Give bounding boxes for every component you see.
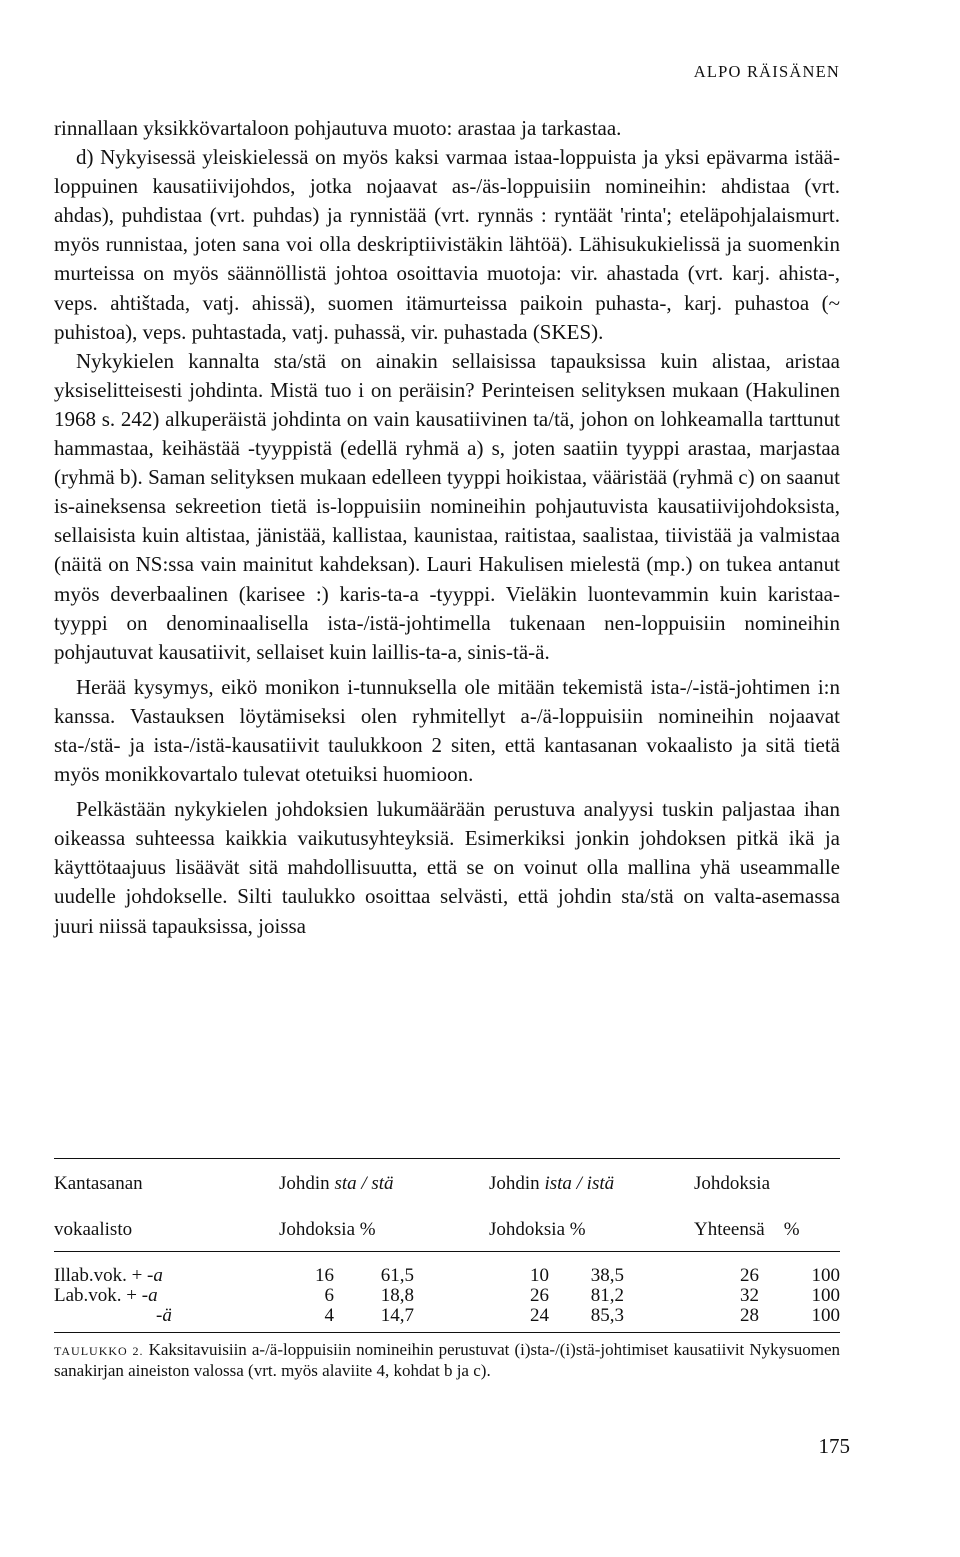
caption-label: TAULUKKO 2.	[54, 1344, 144, 1358]
header-cell: Johdoksia %	[279, 1219, 376, 1240]
paragraph-2: d) Nykyisessä yleiskielessä on myös kaksi varmaa istaa-loppuista ja yksi epävarma istää-loppuinen kausatiivijohdos, jotka nojaavat as-/äs-loppuisiin nomineihin: ahdistaa (vrt. ahdas), puhdistaa (vrt. puhdas) ja rynnistää (vrt. rynnäs : ryntäät 'rinta'; eteläpohjalaismurt. myös runnistaa, joten sana voi olla deskriptiivistäkin lähtöä). Lähisukukielissä ja suomenkin murteissa on myös säännöllistä johtoa osoittavia muotoja: vir. ahastada (vrt. karj. ahista-, veps. ahtištada, vatj. ahissä), suomen itämurteissa paikoin puhasta-, karj. puhastoa (~ puhistoa), veps. puhtastada, vatj. puhassä, vir. puhastada (SKES).	[54, 145, 840, 344]
table-cell: 26	[530, 1285, 549, 1306]
header-cell: Yhteensä %	[694, 1219, 800, 1240]
table-cell: -ä	[156, 1305, 172, 1326]
table-cell: 18,8	[380, 1285, 414, 1306]
table-body	[54, 1252, 840, 1332]
table-cell: 61,5	[380, 1265, 414, 1286]
paragraph-5: Pelkästään nykykielen johdoksien lukumäärään perustuva analyysi tuskin paljastaa ihan oikeassa suhteessa kaikkia vaikutusyhteyksiä. Esimerkiksi jonkin johdoksen pitkä ikä ja käyttötaajuus lisäävät sitä mahdollisuutta, että se on voinut olla mallina yhä useammalle uudelle johdokselle. Silti taulukko osoittaa selvästi, että johdin sta/stä on valta-asemassa juuri niissä tapauksissa, joissa	[54, 797, 840, 938]
header-row-1	[54, 1159, 840, 1205]
header-cell: Johdoksia %	[489, 1219, 586, 1240]
table-cell: 100	[811, 1285, 840, 1306]
table-cell: 6	[324, 1285, 334, 1306]
page-number: 175	[818, 1434, 850, 1458]
caption-text: Kaksitavuisiin a-/ä-loppuisiin nomineihin perustuvat (i)sta-/(i)stä-johtimiset kausatiivit Nykysuomen sanakirjan aineiston valossa (vrt. myös alaviite 4, kohdat b ja c).	[54, 1340, 841, 1380]
paragraph-1: rinnallaan yksikkövartaloon pohjautuva muoto: arastaa ja tarkastaa.	[54, 116, 622, 140]
paragraph-4: Herää kysymys, eikö monikon i-tunnuksella ole mitään tekemistä ista-/-istä-johtimen i:n kanssa. Vastauksen löytämiseksi olen ryhmitellyt a-/ä-loppuisiin nomineihin nojaavat sta-/stä- ja ista-/istä-kausatiivit taulukkoon 2 siten, että kantasanan vokaalisto ja sitä tietä myös monikkovartalo tulevat otetuiksi huomioon.	[54, 674, 840, 787]
running-head: ALPO RÄISÄNEN	[693, 62, 840, 81]
table-cell: 38,5	[590, 1265, 624, 1286]
header-cell: Johdoksia	[694, 1173, 770, 1194]
table-cell: 85,3	[590, 1305, 624, 1326]
table-cell: 100	[811, 1265, 840, 1286]
table-cell: 26	[740, 1265, 759, 1286]
header-cell: vokaalisto	[54, 1219, 133, 1240]
table-cell: 81,2	[590, 1285, 624, 1306]
header-cell: Johdin sta / stä	[279, 1173, 394, 1194]
table-cell: 32	[740, 1285, 759, 1306]
paragraph-3: Nykykielen kannalta sta/stä on ainakin sellaisissa tapauksissa kuin alistaa, aristaa yksiselitteisesti johdinta. Mistä tuo i on peräisin? Perinteisen selityksen mukaan (Hakulinen 1968 s. 242) alkuperäistä johdinta on vain kausatiivinen ta/tä, johon on lohkeamalla tarttunut hammastaa, keihästää -tyyppistä (edellä ryhmä a) s, joten saatiin tyyppi arastaa, marjastaa (ryhmä b). Saman selityksen mukaan edelleen tyyppi hoikistaa, vääristää (ryhmä c) on saanut is-aineksensa sekreetion tietä is-loppuisiin nomineihin pohjautuvista kausatiivijohdoksista, sellaisista kuin altistaa, jänistää, kallistaa, kaunistaa, raitistaa, saalistaa, tiivistää ja valmistaa (näitä on NS:ssa vain mainitut kahdeksan). Lauri Hakulisen mielestä (mp.) on tukea antanut myös deverbaalinen (karisee :) karis-ta-a -tyyppi. Vieläkin luontevammin kuin karistaa-tyyppi on denominaalisella ista-/istä-johtimella tukenaan nen-loppuisiin nomineihin pohjautuvat kausatiivit, sellaiset kuin laillis-ta-a, sinis-tä-ä.	[54, 348, 840, 664]
table-cell: 14,7	[380, 1305, 414, 1326]
table-cell: 28	[740, 1305, 759, 1326]
table-cell: Lab.vok. + -a	[54, 1285, 158, 1306]
table-cell: 100	[811, 1305, 840, 1326]
header-cell: Kantasanan	[54, 1173, 143, 1194]
table-bottom-rule	[54, 1332, 840, 1333]
table-row	[54, 1306, 840, 1332]
header-cell: Johdin ista / istä	[489, 1173, 615, 1194]
table-row	[54, 1286, 840, 1306]
table-row	[54, 1252, 840, 1286]
body-text	[54, 114, 840, 941]
data-table	[54, 1158, 840, 1333]
table-cell: Illab.vok. + -a	[54, 1265, 163, 1286]
table-cell: 4	[324, 1305, 334, 1326]
header-row-2	[54, 1205, 840, 1251]
table-cell: 24	[530, 1305, 549, 1326]
table-cell: 16	[315, 1265, 334, 1286]
table-header	[54, 1159, 840, 1251]
table-caption	[54, 1340, 840, 1381]
table-cell: 10	[530, 1265, 549, 1286]
